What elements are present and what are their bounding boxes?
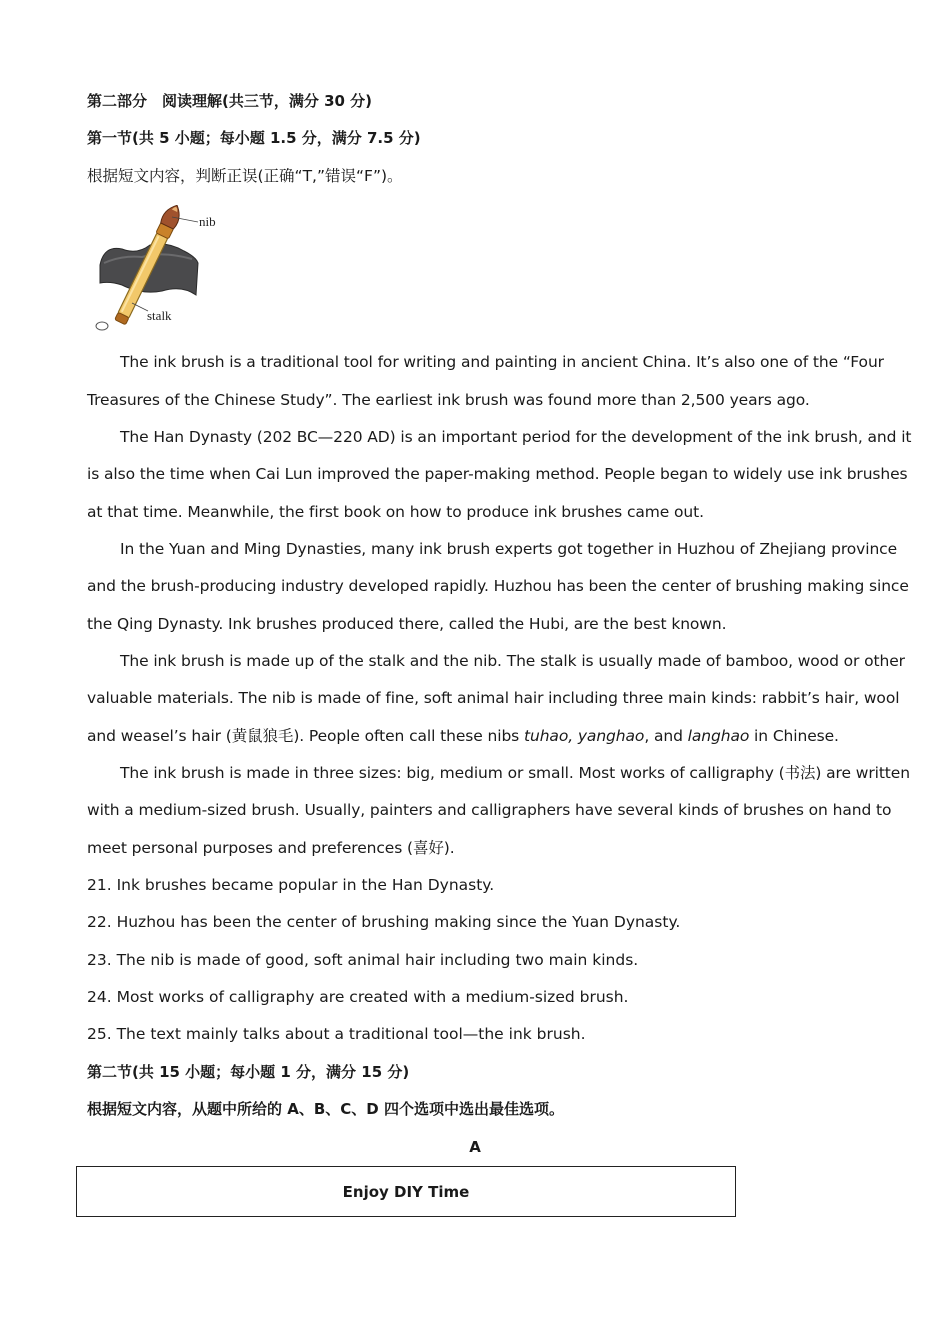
section-title: 第二部分 阅读理解(共三节，满分 30 分)	[87, 92, 373, 110]
passage-line: meet personal purposes and preferences (喜好).	[87, 839, 455, 857]
part2-title: 第二节(共 15 小题；每小题 1 分，满分 15 分)	[87, 1063, 410, 1081]
passage-line: with a medium-sized brush. Usually, painters and calligraphers have several kinds of brushes on hand to	[87, 801, 892, 819]
passage-line	[87, 726, 862, 746]
passage-line: The ink brush is a traditional tool for writing and painting in ancient China. It’s also one of the “Four	[120, 353, 884, 371]
hanging-loop	[96, 322, 108, 330]
nib-label: nib	[199, 214, 216, 229]
diy-box	[76, 1166, 736, 1217]
term-tuhao-yanghao: tuhao, yanghao	[524, 727, 645, 745]
passage-line: at that time. Meanwhile, the first book on how to produce ink brushes came out.	[87, 503, 704, 521]
passage-line: the Qing Dynasty. Ink brushes produced there, called the Hubi, are the best known.	[87, 615, 727, 633]
passage-label: A	[469, 1138, 481, 1156]
question-24: 24. Most works of calligraphy are created with a medium-sized brush.	[87, 988, 629, 1006]
passage-line: The ink brush is made in three sizes: big, medium or small. Most works of calligraphy (书法) are written	[120, 764, 910, 782]
box-title: Enjoy DIY Time	[342, 1182, 470, 1201]
question-23: 23. The nib is made of good, soft animal hair including two main kinds.	[87, 951, 639, 969]
term-langhao: langhao	[687, 727, 750, 745]
passage-text: , and	[644, 727, 688, 745]
question-22: 22. Huzhou has been the center of brushing making since the Yuan Dynasty.	[87, 913, 681, 931]
question-25: 25. The text mainly talks about a traditional tool—the ink brush.	[87, 1025, 586, 1043]
passage-line: The Han Dynasty (202 BC—220 AD) is an important period for the development of the ink brush, and it	[120, 428, 912, 446]
part1-instruction: 根据短文内容，判断正误(正确“T,”错误“F”)。	[87, 167, 403, 185]
part1-title: 第一节(共 5 小题；每小题 1.5 分，满分 7.5 分)	[87, 129, 421, 147]
question-21: 21. Ink brushes became popular in the Han Dynasty.	[87, 876, 495, 894]
passage-text: and weasel’s hair (黄鼠狼毛). People often call these nibs	[87, 727, 524, 745]
passage-line: Treasures of the Chinese Study”. The earliest ink brush was found more than 2,500 years ago.	[87, 391, 810, 409]
part2-instruction: 根据短文内容，从题中所给的 A、B、C、D 四个选项中选出最佳选项。	[87, 1100, 564, 1118]
passage-line: is also the time when Cai Lun improved the paper-making method. People began to widely use ink brushes	[87, 465, 908, 483]
passage-text: in Chinese.	[749, 727, 839, 745]
stalk-label: stalk	[147, 308, 172, 323]
passage-line: valuable materials. The nib is made of fine, soft animal hair including three main kinds: rabbit’s hair, wool	[87, 689, 900, 707]
ink-brush-figure	[92, 205, 232, 337]
passage-line: The ink brush is made up of the stalk and the nib. The stalk is usually made of bamboo, wood or other	[120, 652, 905, 670]
passage-line: and the brush-producing industry developed rapidly. Huzhou has been the center of brushing making since	[87, 577, 909, 595]
passage-line: In the Yuan and Ming Dynasties, many ink brush experts got together in Huzhou of Zhejiang province	[120, 540, 898, 558]
